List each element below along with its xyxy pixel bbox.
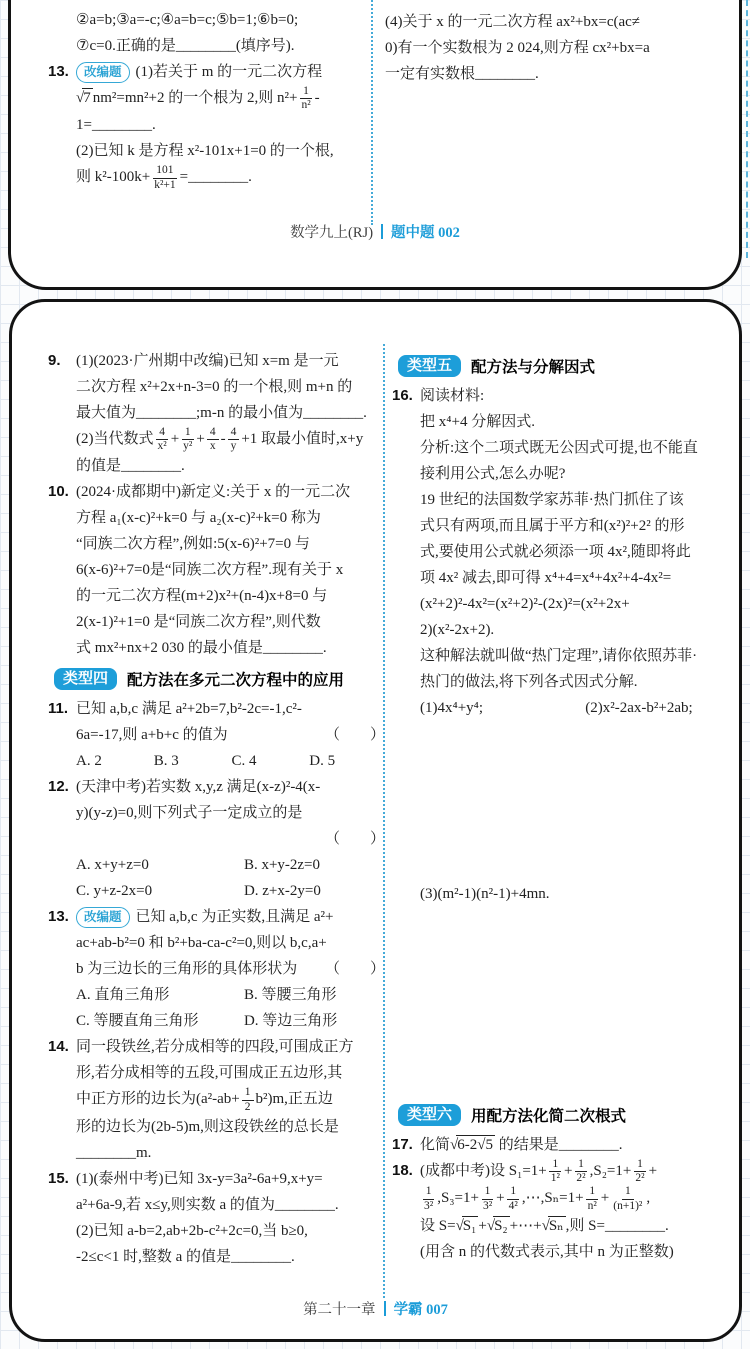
square-root: √S₁ xyxy=(455,1217,477,1234)
page1-footer xyxy=(11,221,739,242)
line-text: a²+6a-9,若 x≤y,则实数 a 的值为________. xyxy=(76,1196,339,1213)
line-text: ac+ab-b²=0 和 b²+ba-ca-c²=0,则以 b,c,a+ xyxy=(76,935,327,952)
page1-left-column xyxy=(48,7,379,192)
line-text: (2)当代数式 $\frac{4}{\text{x²}}$ + $\frac{1}{\text{y²}}$ + $\frac{4}{x}$ - $\frac{4}{y}$ +1 取最小值时,x+y xyxy=(76,426,364,453)
text-line xyxy=(392,643,726,669)
answer-parentheses: （ ） xyxy=(324,831,385,848)
text-line xyxy=(48,112,379,138)
line-text: 已知 a,b,c 为正实数,且满足 a²+ xyxy=(135,909,334,926)
line-text: 的值是________. xyxy=(76,458,185,475)
workbook-page-top xyxy=(8,0,742,290)
series-page-number: 题中题 002 xyxy=(391,225,460,241)
line-text: ②a=b;③a=-c;④a=b=c;⑤b=1;⑥b=0; xyxy=(76,12,299,28)
line-text: 形,若分成相等的五段,可围成正五边形,其 xyxy=(76,1065,343,1082)
line-text: 这种解法就叫做“热门定理”,请你依照苏菲· xyxy=(420,648,698,664)
question-number: 16. xyxy=(392,387,413,404)
answer-option: C. 等腰直角三角形 xyxy=(76,1013,199,1030)
text-line xyxy=(385,9,725,35)
question-start-line xyxy=(48,904,387,930)
text-line xyxy=(392,1213,726,1239)
text-line xyxy=(48,531,387,557)
text-line xyxy=(48,1060,387,1086)
line-text: 已知 a,b,c 满足 a²+2b=7,b²-2c=-1,c²- xyxy=(76,701,302,718)
line-text: (用含 n 的代数式表示,其中 n 为正整数) xyxy=(420,1243,674,1260)
line-text: 化简√6-2√5 的结果是________. xyxy=(420,1137,623,1153)
answer-option: D. 5 xyxy=(309,753,336,770)
section-title: 配方法与分解因式 xyxy=(471,359,596,376)
answer-option: B. 等腰三角形 xyxy=(243,987,337,1004)
text-line xyxy=(48,164,379,191)
line-text: (4)关于 x 的一元二次方程 ax²+bx=c(ac≠ xyxy=(385,14,641,30)
text-line xyxy=(48,374,387,400)
line-text: 式 mx²+nx+2 030 的最小值是________. xyxy=(76,640,327,657)
text-line xyxy=(392,669,726,695)
text-line xyxy=(48,505,387,531)
line-text: y)(y-z)=0,则下列式子一定成立的是 xyxy=(76,805,303,822)
line-text: 0)有一个实数根为 2 024,则方程 cx²+bx=a xyxy=(385,40,650,56)
line-text: 阅读材料: xyxy=(420,388,485,404)
question-number: 17. xyxy=(392,1136,413,1153)
question-number: 15. xyxy=(48,1169,69,1187)
line-text: 设 S=√S₁ +√S₂ +⋯+√Sₙ ,则 S=________. xyxy=(420,1217,669,1234)
line-text: 同一段铁丝,若分成相等的四段,可围成正方 xyxy=(76,1039,354,1056)
section-title: 用配方法化简二次根式 xyxy=(471,1108,627,1125)
book-title: 数学九上(RJ) xyxy=(290,225,374,241)
question-start-line xyxy=(392,1132,726,1158)
series-page-number: 学霸 007 xyxy=(393,1302,448,1318)
line-text: (成都中考)设 S₁=1+ $\frac{1}{\text{1²}}$ + $\frac{1}{\text{2²}}$ ,S₂=1+ $\frac{1}{\text{2²}}$ + xyxy=(420,1158,658,1185)
text-line xyxy=(48,1114,387,1140)
line-text: 1=________. xyxy=(76,117,156,134)
type-badge: 类型四 xyxy=(54,668,117,690)
answer-option: B. x+y-2z=0 xyxy=(243,857,321,874)
text-line xyxy=(392,513,726,539)
question-number: 10. xyxy=(48,483,69,501)
square-root: √S₂ xyxy=(486,1217,508,1234)
answer-option: (1)4x⁴+y⁴; xyxy=(420,700,484,716)
fraction: $\frac{1}{2}$ xyxy=(242,1086,254,1113)
section-header xyxy=(398,351,726,381)
text-line xyxy=(392,409,726,435)
type-badge: 类型五 xyxy=(398,355,461,377)
answer-parentheses: （ ） xyxy=(324,961,385,978)
question-number: 18. xyxy=(392,1162,413,1179)
square-root: √7 xyxy=(76,90,91,107)
question-number: 13. xyxy=(48,63,69,80)
text-line xyxy=(48,583,387,609)
line-text: (天津中考)若实数 x,y,z 满足(x-z)²-4(x- xyxy=(76,779,321,796)
fraction: $\frac{1}{\text{3²}}$ xyxy=(424,1185,434,1212)
text-line xyxy=(48,956,387,982)
text-line xyxy=(48,1140,387,1166)
answer-option: D. z+x-2y=0 xyxy=(243,883,321,900)
text-line xyxy=(48,33,379,59)
fraction: $\frac{1}{\text{4²}}$ xyxy=(508,1185,518,1212)
fraction: $\frac{1}{\text{n²}}$ xyxy=(587,1185,597,1212)
question-number: 9. xyxy=(48,352,61,369)
text-line xyxy=(48,400,387,426)
fraction: $\frac{1}{\text{2²}}$ xyxy=(576,1158,586,1185)
answer-parentheses: （ ） xyxy=(324,727,385,744)
text-line xyxy=(48,453,387,479)
text-line xyxy=(48,800,387,826)
options-row xyxy=(48,878,387,904)
line-text: (2)已知 k 是方程 x²-101x+1=0 的一个根, xyxy=(76,143,334,160)
question-start-line xyxy=(48,1034,387,1060)
question-start-line xyxy=(392,383,726,409)
text-line xyxy=(392,487,726,513)
footer-divider xyxy=(381,224,383,239)
answer-option: A. 2 xyxy=(76,753,102,770)
fraction: $\frac{4}{x}$ xyxy=(207,426,219,453)
line-text: 最大值为________;m-n 的最小值为________. xyxy=(76,405,367,421)
text-line xyxy=(48,85,379,112)
square-root: √Sₙ xyxy=(541,1217,564,1234)
line-text: “同族二次方程”,例如:5(x-6)²+7=0 与 xyxy=(76,536,310,553)
text-line xyxy=(48,7,379,33)
question-start-line xyxy=(48,1166,387,1192)
question-start-line xyxy=(48,479,387,505)
line-text: 2)(x²-2x+2). xyxy=(420,622,495,638)
fraction: $\frac{1}{\text{3²}}$ xyxy=(482,1185,493,1212)
line-text: 分析:这个二项式既无公因式可提,也不能直 xyxy=(420,440,698,456)
text-line xyxy=(392,881,726,907)
line-text: 形的边长为(2b-5)m,则这段铁丝的总长是 xyxy=(76,1118,339,1135)
line-text: 中正方形的边长为(a²-ab+ $\frac{1}{2}$ b²)m,正五边 xyxy=(76,1086,333,1113)
text-line xyxy=(48,826,387,852)
line-text: 的一元二次方程(m+2)x²+(n-4)x+8=0 与 xyxy=(76,588,328,605)
text-line xyxy=(392,1239,726,1265)
line-text: 接利用公式,怎么办呢? xyxy=(420,466,566,482)
text-line xyxy=(48,1086,387,1113)
question-number: 11. xyxy=(48,700,69,718)
section-header xyxy=(54,664,387,694)
blank-working-space xyxy=(392,907,726,1097)
blank-working-space xyxy=(392,721,726,881)
question-start-line xyxy=(48,59,379,85)
section-title: 配方法在多元二次方程中的应用 xyxy=(127,672,345,690)
text-line xyxy=(392,1185,726,1212)
fraction: $\frac{4}{y}$ xyxy=(228,426,240,453)
line-text: (2)已知 a-b=2,ab+2b-c²+2c=0,当 b≥0, xyxy=(76,1222,308,1239)
answer-option: A. 直角三角形 xyxy=(76,987,170,1004)
text-line xyxy=(48,1244,387,1270)
fraction: $\frac{1}{\text{(n+1)²}}$ xyxy=(613,1185,643,1212)
line-text: 二次方程 x²+2x+n-3=0 的一个根,则 m+n 的 xyxy=(76,379,353,395)
answer-option: D. 等边三角形 xyxy=(243,1013,338,1030)
text-line xyxy=(392,435,726,461)
line-text: (1)若关于 m 的一元二次方程 xyxy=(135,64,323,80)
options-row xyxy=(48,748,387,774)
workbook-page-main xyxy=(9,299,742,1342)
text-line xyxy=(48,722,387,748)
fraction: $\frac{4}{\text{x²}}$ xyxy=(157,426,167,453)
line-text: (1)(2023·广州期中改编)已知 x=m 是一元 xyxy=(76,353,339,369)
text-line xyxy=(48,1192,387,1218)
line-text: 6(x-6)²+7=0是“同族二次方程”.现有关于 x xyxy=(76,562,344,579)
question-number: 14. xyxy=(48,1038,69,1056)
options-row xyxy=(48,852,387,878)
line-text: 热门的做法,将下列各式因式分解. xyxy=(420,674,638,690)
line-text: (2024·成都期中)新定义:关于 x 的一元二次 xyxy=(76,484,351,501)
text-line xyxy=(48,557,387,583)
options-row xyxy=(392,695,726,721)
answer-option: C. 4 xyxy=(231,753,257,770)
options-row xyxy=(48,982,387,1008)
line-text: √7 nm²=mn²+2 的一个根为 2,则 n²+ $\frac{1}{\text{n²}}$ - xyxy=(76,85,320,112)
question-start-line xyxy=(48,696,387,722)
fraction: $\frac{1}{\text{y²}}$ xyxy=(183,426,193,453)
square-root: √6-2√5 xyxy=(450,1137,493,1153)
text-line xyxy=(48,138,379,164)
answer-option: C. y+z-2x=0 xyxy=(76,883,153,900)
text-line xyxy=(385,35,725,61)
page2-right-column xyxy=(392,348,726,1265)
answer-option: (2)x²-2ax-b²+2ab; xyxy=(585,700,693,716)
line-text: 方程 a₁(x-c)²+k=0 与 a₂(x-c)²+k=0 称为 xyxy=(76,510,321,527)
answer-option: B. 3 xyxy=(153,753,179,770)
line-text: 一定有实数根________. xyxy=(385,66,539,82)
line-text: (1)(泰州中考)已知 3x-y=3a²-6a+9,x+y= xyxy=(76,1170,323,1187)
line-text: 2(x-1)²+1=0 是“同族二次方程”,则代数 xyxy=(76,614,321,631)
text-line xyxy=(392,565,726,591)
answer-option: A. x+y+z=0 xyxy=(76,857,149,874)
edited-question-badge: 改编题 xyxy=(76,907,130,928)
text-line xyxy=(392,539,726,565)
line-text: $\frac{1}{\text{3²}}$ ,S₃=1+ $\frac{1}{\text{3²}}$ + $\frac{1}{\text{4²}}$ ,⋯,Sₙ=1+ $\frac{1}{\text{n²}}$ + $\frac{1}{\text{(n+1)²}}$ , xyxy=(424,1185,651,1212)
line-text: 6a=-17,则 a+b+c 的值为 xyxy=(76,727,228,744)
fraction: $\frac{1}{\text{n²}}$ xyxy=(301,85,311,112)
type-badge: 类型六 xyxy=(398,1104,461,1126)
page2-left-column xyxy=(48,348,387,1270)
line-text: 把 x⁴+4 分解因式. xyxy=(420,414,535,430)
binding-edge-dashed-line xyxy=(746,0,748,258)
text-line xyxy=(392,461,726,487)
text-line xyxy=(385,61,725,87)
text-line xyxy=(48,426,387,453)
line-text: 式只有两项,而且属于平方和(x²)²+2² 的形 xyxy=(420,518,685,534)
text-line xyxy=(48,930,387,956)
question-start-line xyxy=(48,774,387,800)
text-line xyxy=(392,617,726,643)
line-text: 式,要使用公式就必须添一项 4x²,随即将此 xyxy=(420,544,691,560)
line-text: 19 世纪的法国数学家苏菲·热门抓住了该 xyxy=(420,492,684,508)
fraction: $\frac{1}{\text{2²}}$ xyxy=(635,1158,645,1185)
text-line xyxy=(392,591,726,617)
line-text: ________m. xyxy=(76,1144,152,1161)
line-text: 则 k²-100k+ $\frac{101}{\text{k²+1}}$ =________. xyxy=(76,164,252,191)
line-text: -2≤c<1 时,整数 a 的值是________. xyxy=(76,1248,295,1265)
fraction: $\frac{101}{\text{k²+1}}$ xyxy=(154,164,176,191)
text-line xyxy=(48,1218,387,1244)
line-text: (x²+2)²-4x²=(x²+2)²-(2x)²=(x²+2x+ xyxy=(420,596,630,612)
fraction: $\frac{1}{\text{1²}}$ xyxy=(550,1158,560,1185)
footer-divider xyxy=(384,1301,386,1316)
page2-footer xyxy=(12,1298,739,1319)
chapter-title: 第二十一章 xyxy=(303,1302,376,1318)
line-text: b 为三边长的三角形的具体形状为 xyxy=(76,961,298,978)
options-row xyxy=(48,1008,387,1034)
line-text: 项 4x² 减去,即可得 x⁴+4=x⁴+4x²+4-4x²= xyxy=(420,570,672,586)
section-header xyxy=(398,1100,726,1130)
line-text: ⑦c=0.正确的是________(填序号). xyxy=(76,38,295,54)
question-number: 13. xyxy=(48,908,69,926)
question-number: 12. xyxy=(48,778,69,796)
question-start-line xyxy=(48,348,387,374)
text-line xyxy=(48,635,387,661)
question-start-line xyxy=(392,1158,726,1185)
edited-question-badge: 改编题 xyxy=(76,62,130,83)
line-text: (3)(m²-1)(n²-1)+4mn. xyxy=(420,886,550,902)
page1-right-column xyxy=(385,9,725,87)
text-line xyxy=(48,609,387,635)
